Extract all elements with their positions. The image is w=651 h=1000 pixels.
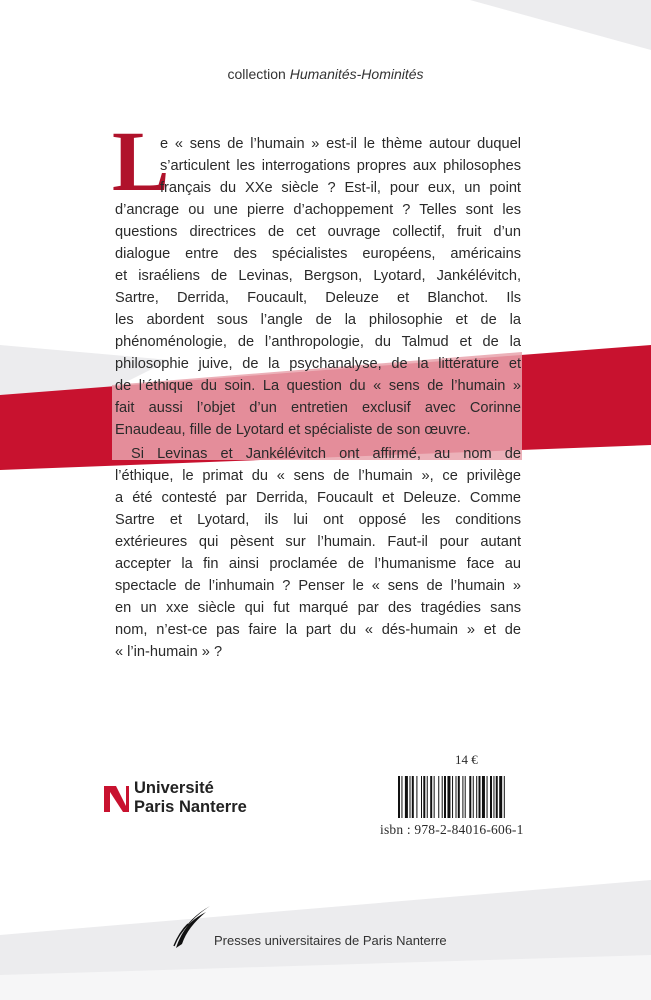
barcode-bar <box>447 776 450 818</box>
publisher-name: Presses universitaires de Paris Nanterre <box>214 933 447 948</box>
paragraph-1-line: et israéliens de Levinas, Bergson, Lyotard, Jankélévitch, <box>115 268 521 284</box>
universite-name <box>134 779 247 817</box>
barcode-bar <box>434 776 435 818</box>
barcode-bar <box>442 776 443 818</box>
paragraph-2-line: nom, n’est-ce pas faire la part du « dés-humain » et de <box>115 622 521 638</box>
paragraph-2-line: l’éthique, le primat du « sens de l’humain », ce privilège <box>115 468 521 484</box>
paragraph-1-line: dialogue entre des spécialistes européens, américains <box>115 246 521 262</box>
nanterre-n-icon <box>102 778 130 818</box>
paragraph-2-line: Si Levinas et Jankélévitch ont affirmé, au nom de <box>131 446 521 462</box>
barcode-bar <box>412 776 414 818</box>
universite-line-1: Université <box>134 779 214 797</box>
barcode-bar <box>504 776 505 818</box>
barcode-bar <box>482 776 485 818</box>
barcode-bar <box>476 776 477 818</box>
barcode-bar <box>423 776 425 818</box>
barcode-bar <box>499 776 502 818</box>
price: 14 € <box>455 752 478 767</box>
barcode-bar <box>438 776 439 818</box>
drop-cap: L <box>112 113 170 209</box>
presses-logo <box>172 900 447 950</box>
paragraph-1-line: phénoménologie, de l’anthropologie, du Talmud et de la <box>115 334 521 350</box>
barcode-bar <box>416 776 417 818</box>
paragraph-2-line: en un xxe siècle qui fut marqué par des tragédies sans <box>115 600 521 616</box>
barcode-bar <box>490 776 492 818</box>
paragraph-2-line: extérieures qui pèsent sur l’humain. Faut-il pour autant <box>115 534 521 550</box>
barcode-bar <box>421 776 422 818</box>
barcode-bar <box>456 776 457 818</box>
barcode-bar <box>479 776 481 818</box>
barcode-bar <box>462 776 463 818</box>
barcode-bar <box>487 776 488 818</box>
barcode-bar <box>405 776 408 818</box>
paragraph-1-line: fait aussi l’objet d’un entretien exclusif avec Corinne <box>115 400 521 416</box>
universite-paris-nanterre-logo <box>102 778 247 818</box>
barcode <box>398 776 538 818</box>
paragraph-1-line: Enaudeau, fille de Lyotard et spécialiste de son œuvre. <box>115 422 471 438</box>
barcode-bar <box>430 776 432 818</box>
collection-series: Humanités-Hominités <box>289 66 424 82</box>
paragraph-1-line: de l’éthique du soin. La question du « sens de l’humain » <box>115 378 521 394</box>
paragraph-1-line: Sartre, Derrida, Foucault, Deleuze et Blanchot. Ils <box>115 290 521 306</box>
isbn: isbn : 978-2-84016-606-1 <box>380 822 524 837</box>
barcode-bar <box>401 776 402 818</box>
barcode-bar <box>493 776 494 818</box>
paragraph-1-line: les abordent sous l’angle de la philosophie et de la <box>115 312 521 328</box>
barcode-bar <box>469 776 471 818</box>
barcode-bar <box>473 776 474 818</box>
paragraph-1-line: questions directrices de cet ouvrage collectif, fruit d’un <box>115 224 521 240</box>
paragraph-2-line: « l’in-humain » ? <box>115 644 223 660</box>
paragraph-2-line: spectacle de l’inhumain ? Penser le « sens de l’humain » <box>115 578 521 594</box>
paragraph-2-line: a été contesté par Derrida, Foucault et Deleuze. Comme <box>115 490 521 506</box>
swoosh-logo-icon <box>172 900 212 950</box>
paragraph-1-line: e « sens de l’humain » est-il le thème autour duquel <box>160 136 521 152</box>
barcode-bar <box>398 776 400 818</box>
paragraph-2-line: Sartre et Lyotard, ils lui ont opposé les conditions <box>115 512 521 528</box>
barcode-bar <box>410 776 411 818</box>
paragraph-1-line: d’ancrage ou une pierre d’achoppement ? Telles sont les <box>115 202 521 218</box>
barcode-bar <box>496 776 498 818</box>
barcode-bar <box>458 776 460 818</box>
barcode-bar <box>444 776 446 818</box>
paragraph-2-line: accepter la fin ainsi proclamée de l’humanisme face au <box>115 556 521 572</box>
paragraph-1-line: philosophie juive, de la psychanalyse, de la littérature et <box>115 356 521 372</box>
paragraph-1-line: français du XXe siècle ? Est-il, pour eux, un point <box>160 180 521 196</box>
barcode-bar <box>452 776 453 818</box>
collection-prefix: collection <box>227 66 286 82</box>
barcode-bar <box>427 776 428 818</box>
paragraph-1-line: s’articulent les interrogations propres aux philosophes <box>160 158 521 174</box>
universite-line-2: Paris Nanterre <box>134 798 247 816</box>
barcode-bar <box>465 776 466 818</box>
